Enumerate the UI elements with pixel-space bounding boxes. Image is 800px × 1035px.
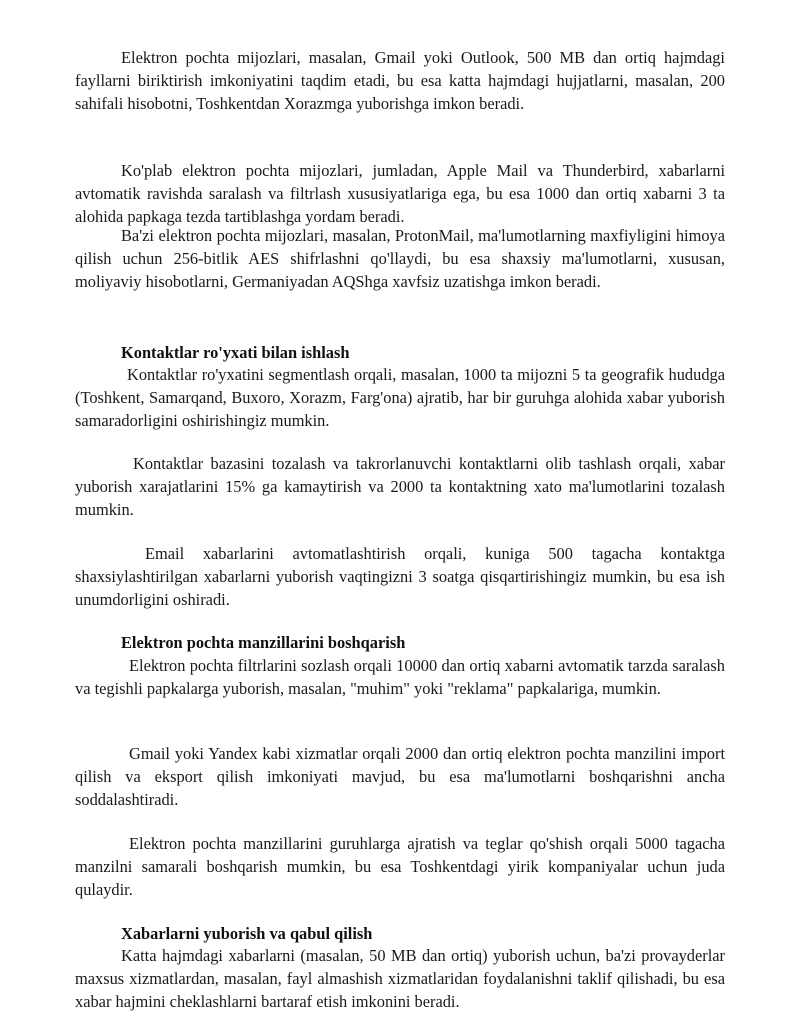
heading-sending-receiving: Xabarlarni yuborish va qabul qilish (121, 924, 373, 943)
paragraph-filters: Elektron pochta filtrlarini sozlash orqali 10000 dan ortiq xabarni avtomatik tarzda saralash va tegishli papkalarga yuborish, masalan, "muhim" yoki "reklama" papkalariga, mumkin. (75, 656, 725, 698)
paragraph-automation: Email xabarlarini avtomatlashtirish orqali, kuniga 500 tagacha kontaktga shaxsiylashtirilgan xabarlarni yuborish vaqtingizni 3 soatga qisqartirishingiz mumkin, bu esa ish unumdorligini oshiradi. (75, 544, 725, 609)
paragraph-groups-tags: Elektron pochta manzillarini guruhlarga ajratish va teglar qo'shish orqali 5000 tagacha manzilni samarali boshqarish mumkin, bu esa Toshkentdagi yirik kompaniyalar uchun juda qulaydir. (75, 834, 725, 899)
paragraph-sorting-filtering: Ko'plab elektron pochta mijozlari, jumladan, Apple Mail va Thunderbird, xabarlarni avtomatik ravishda saralash va filtrlash xususiyatlariga ega, bu esa 1000 dan ortiq xabarni 3 ta alohida papkaga tezda tartiblashga yordam beradi. (75, 161, 725, 226)
paragraph-segmentation: Kontaktlar ro'yxatini segmentlash orqali, masalan, 1000 ta mijozni 5 ta geografik hududga (Toshkent, Samarqand, Buxoro, Xorazm, Farg'ona) ajratib, har bir guruhga alohida xabar yuborish samaradorligini oshirishingiz mumkin. (75, 365, 725, 430)
paragraph-cleanup: Kontaktlar bazasini tozalash va takrorlanuvchi kontaktlarni olib tashlash orqali, xabar yuborish xarajatlarini 15% ga kamaytirish va 2000 ta kontaktning xato ma'lumotlarini tozalash mumkin. (75, 454, 725, 519)
paragraph-attachments: Elektron pochta mijozlari, masalan, Gmail yoki Outlook, 500 MB dan ortiq hajmdagi fayllarni biriktirish imkoniyatini taqdim etadi, bu esa katta hajmdagi hujjatlarni, masalan, 200 sahifali hisobotni, Toshkentdan Xorazmga yuborishga imkon beradi. (75, 48, 725, 113)
paragraph-encryption: Ba'zi elektron pochta mijozlari, masalan, ProtonMail, ma'lumotlarning maxfiyligini himoya qilish uchun 256-bitlik AES shifrlashni qo'llaydi, bu esa shaxsiy ma'lumotlarni, xususan, moliyaviy hisobotlarni, Germaniyadan AQShga xavfsiz uzatishga imkon beradi. (75, 226, 725, 291)
heading-contacts-list: Kontaktlar ro'yxati bilan ishlash (121, 343, 350, 362)
paragraph-import-export: Gmail yoki Yandex kabi xizmatlar orqali 2000 dan ortiq elektron pochta manzilini import qilish va eksport qilish imkoniyati mavjud, bu esa ma'lumotlarni boshqarishni ancha soddalashtiradi. (75, 744, 725, 809)
paragraph-large-messages: Katta hajmdagi xabarlarni (masalan, 50 MB dan ortiq) yuborish uchun, ba'zi provayderlar maxsus xizmatlardan, masalan, fayl almashish xizmatlaridan foydalanishni taklif qilishadi, bu esa xabar hajmini cheklashlarni bartaraf etish imkonini beradi. (75, 946, 725, 1011)
heading-address-management: Elektron pochta manzillarini boshqarish (121, 633, 406, 652)
